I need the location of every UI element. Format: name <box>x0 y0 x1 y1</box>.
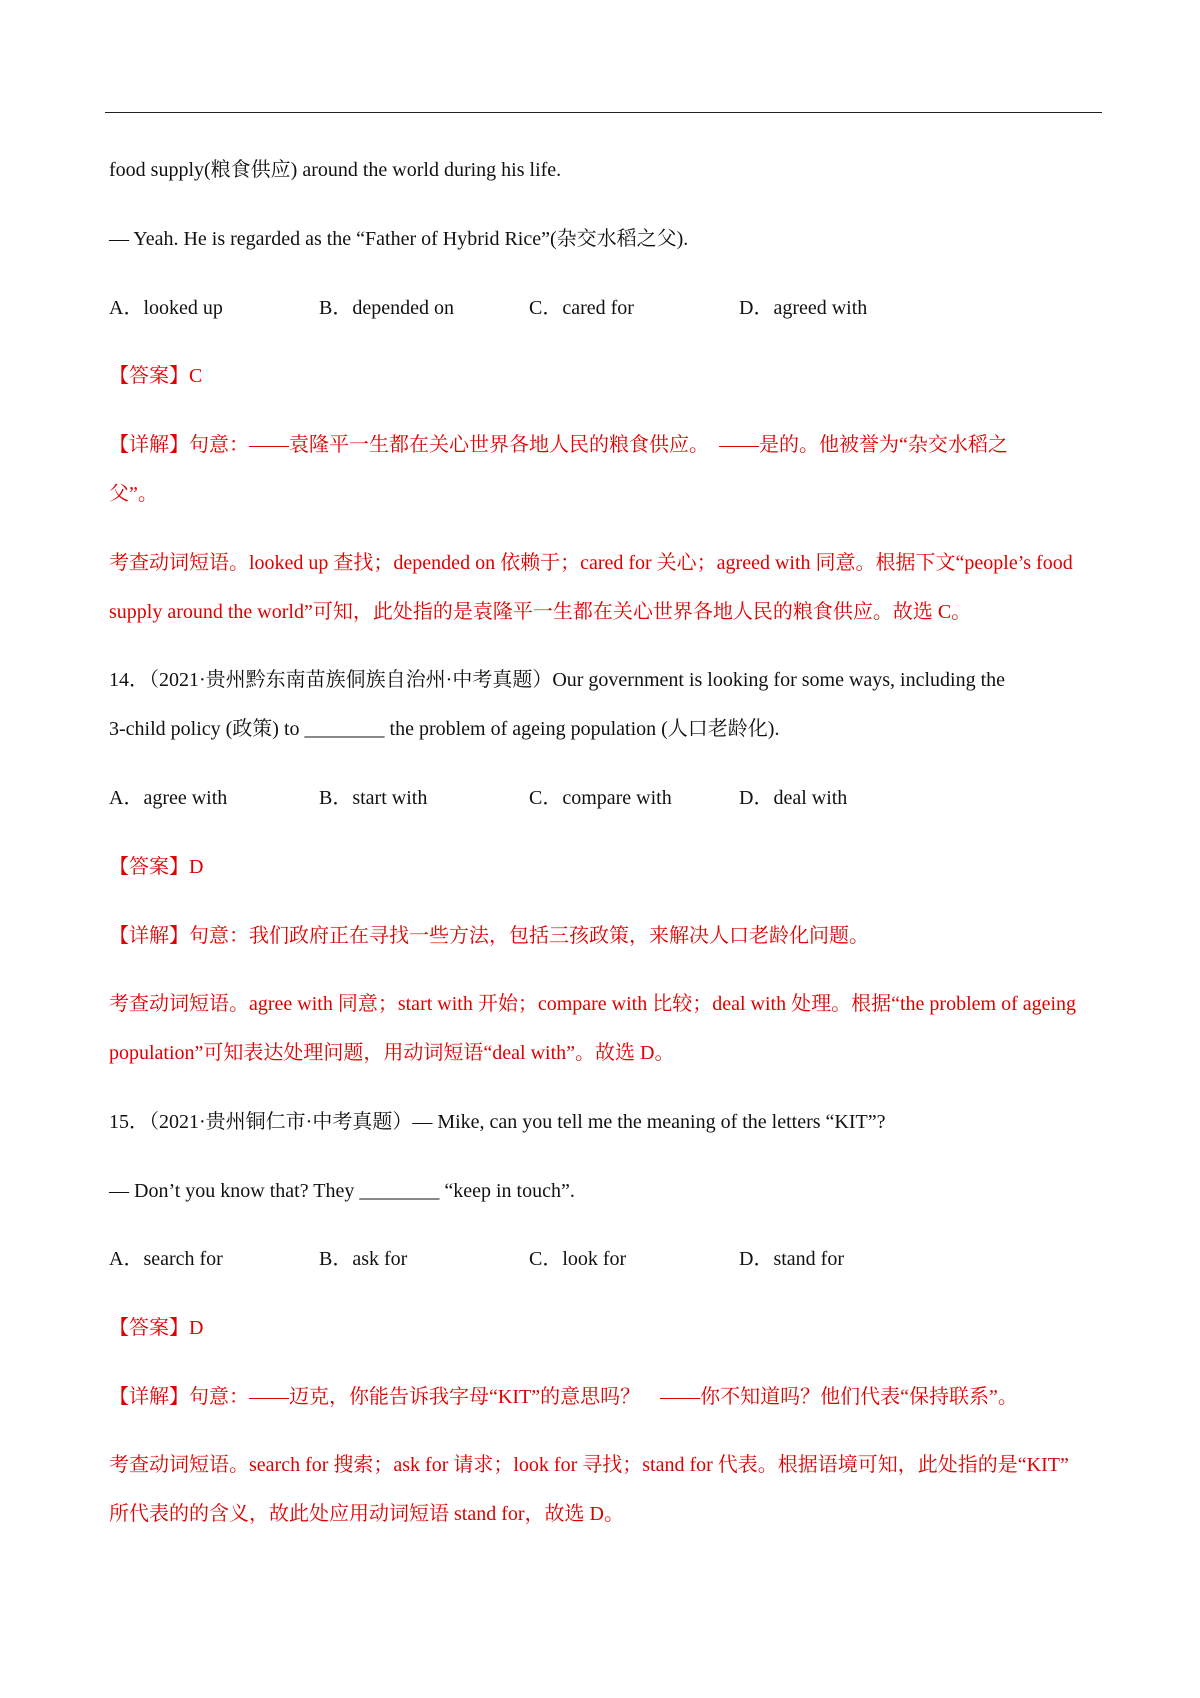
q13-analysis-line-2: supply around the world”可知，此处指的是袁隆平一生都在关心世界各地人民的粮食供应。故选 C。 <box>109 601 972 623</box>
q15-option-c: C．look for <box>529 1248 627 1270</box>
q13-analysis-line-1: 考查动词短语。looked up 查找；depended on 依赖于；cared for 关心；agreed with 同意。根据下文“people’s food <box>109 552 1073 574</box>
q13-stem-line-1: food supply(粮食供应) around the world during his life. <box>109 159 562 181</box>
q15-options <box>109 1247 1119 1271</box>
q13-option-d: D．agreed with <box>739 297 868 319</box>
header-rule <box>105 112 1102 113</box>
q14-analysis-line-1: 考查动词短语。agree with 同意；start with 开始；compare with 比较；deal with 处理。根据“the problem of ageing <box>109 993 1077 1015</box>
q13-stem-line-2: — Yeah. He is regarded as the “Father of Hybrid Rice”(杂交水稻之父). <box>109 228 689 250</box>
q15-analysis-line-2: 所代表的的含义，故此处应用动词短语 stand for，故选 D。 <box>109 1503 624 1525</box>
q14-stem-line-2: 3-child policy (政策) to ________ the problem of ageing population (人口老龄化). <box>109 718 780 740</box>
q14-option-b: B．start with <box>319 787 428 809</box>
q13-option-c: C．cared for <box>529 297 634 319</box>
q15-option-a: A．search for <box>109 1248 223 1270</box>
q13-option-a: A．looked up <box>109 297 223 319</box>
q14-option-d: D．deal with <box>739 787 848 809</box>
q13-explanation-line-2: 父”。 <box>109 483 158 505</box>
q15-analysis-line-1: 考查动词短语。search for 搜索；ask for 请求；look for 寻找；stand for 代表。根据语境可知，此处指的是“KIT” <box>109 1454 1069 1476</box>
q14-analysis-line-2: population”可知表达处理问题，用动词短语“deal with”。故选 D。 <box>109 1042 675 1064</box>
q14-option-a: A．agree with <box>109 787 228 809</box>
q13-options <box>109 296 1119 320</box>
q15-answer: 【答案】D <box>109 1317 204 1339</box>
q15-stem-line-2: — Don’t you know that? They ________ “keep in touch”. <box>109 1180 575 1202</box>
q14-explanation-line-1: 【详解】句意：我们政府正在寻找一些方法，包括三孩政策，来解决人口老龄化问题。 <box>109 925 869 947</box>
q14-option-c: C．compare with <box>529 787 672 809</box>
q15-option-b: B．ask for <box>319 1248 408 1270</box>
q15-stem-line-1: 15．（2021·贵州铜仁市·中考真题）— Mike, can you tell me the meaning of the letters “KIT”? <box>109 1111 886 1133</box>
q15-option-d: D．stand for <box>739 1248 844 1270</box>
q15-explanation-line-1: 【详解】句意：——迈克，你能告诉我字母“KIT”的意思吗？ ——你不知道吗？他们代表“保持联系”。 <box>109 1386 1018 1408</box>
q14-answer: 【答案】D <box>109 856 204 878</box>
q13-explanation-line-1: 【详解】句意：——袁隆平一生都在关心世界各地人民的粮食供应。 ——是的。他被誉为“杂交水稻之 <box>109 434 1008 456</box>
q13-option-b: B．depended on <box>319 297 454 319</box>
q14-stem-line-1: 14．（2021·贵州黔东南苗族侗族自治州·中考真题）Our government is looking for some ways, including the <box>109 669 1006 691</box>
q14-options <box>109 786 1119 810</box>
q13-answer: 【答案】C <box>109 365 203 387</box>
